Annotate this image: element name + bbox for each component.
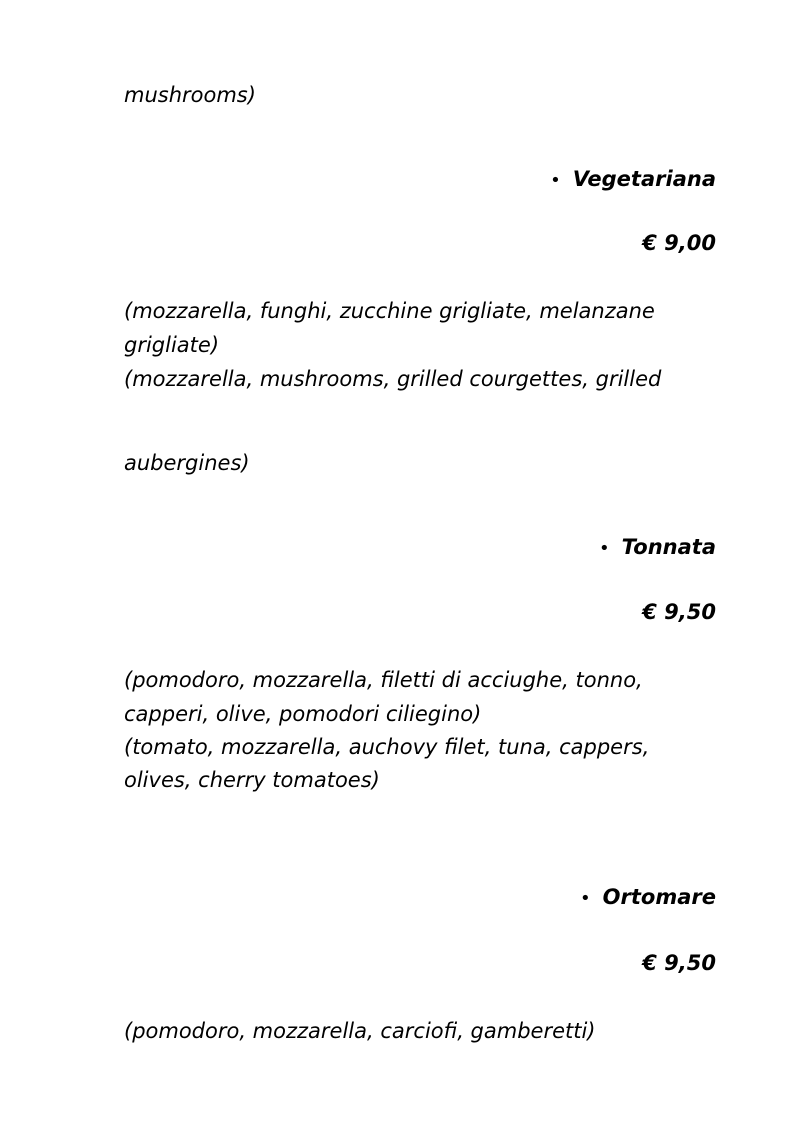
- item-description-en-line: (mozzarella, mushrooms, grilled courgettes, grilled: [124, 367, 662, 391]
- item-description-it-line: grigliate): [124, 333, 220, 357]
- item-description-it-line: (pomodoro, mozzarella, filetti di acciughe, tonno,: [124, 668, 643, 692]
- item-description-en-line: (tomato, mozzarella, auchovy filet, tuna, cappers,: [124, 735, 650, 759]
- item-name-label: Vegetariana: [572, 167, 716, 191]
- bullet-icon: •: [550, 170, 561, 191]
- item-name-label: Tonnata: [621, 535, 716, 559]
- bullet-icon: •: [599, 538, 610, 559]
- item-description-it-line: (pomodoro, mozzarella, carciofi, gamberetti): [124, 1019, 596, 1043]
- item-price-ortomare: € 9,50: [642, 951, 716, 975]
- description-continuation: mushrooms): [124, 83, 256, 107]
- item-price-tonnata: € 9,50: [642, 600, 716, 624]
- item-description-it-line: capperi, olive, pomodori ciliegino): [124, 702, 482, 726]
- item-description-en-line: olives, cherry tomatoes): [124, 768, 380, 792]
- bullet-icon: •: [580, 888, 591, 909]
- item-name-label: Ortomare: [602, 885, 716, 909]
- item-price-vegetariana: € 9,00: [642, 231, 716, 255]
- item-name-ortomare: [580, 880, 716, 916]
- item-name-vegetariana: [550, 162, 716, 198]
- item-description-it-line: (mozzarella, funghi, zucchine grigliate, melanzane: [124, 299, 655, 323]
- item-name-tonnata: [599, 530, 716, 566]
- item-description-en-line: aubergines): [124, 451, 250, 475]
